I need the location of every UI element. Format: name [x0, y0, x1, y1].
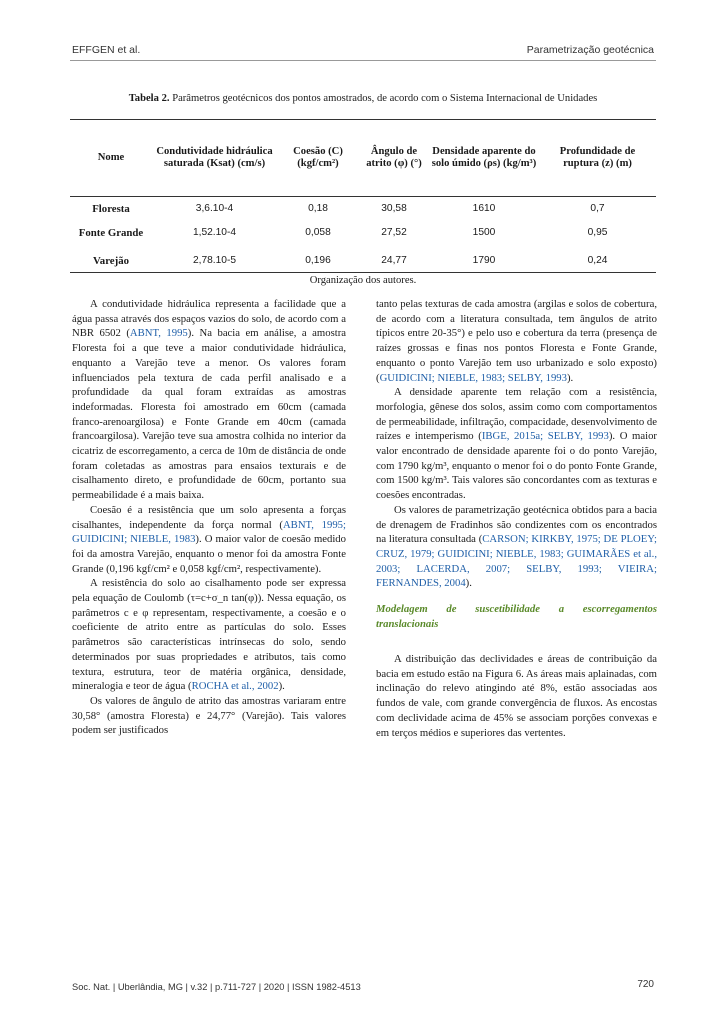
column-header: Profundidade de ruptura (z) (m) — [559, 145, 636, 169]
paragraph: A resistência do solo ao cisalhamento pode ser expressa pela equação de Coulomb (τ=c+σ_n tan(φ)). Nessa equação, os parâmetros c e φ representam, respectivamente, a coesão e o coeficiente de atrito entre as partículas do solo. Esses parâmetros são características intrínsecas do solo, sendo determinados por suas propriedades e atributos, tais como textura, estrutura, teor de matéria orgânica, densidade, mineralogia e teor de água (ROCHA et al., 2002). — [72, 577, 346, 693]
table-label: Tabela 2. — [128, 93, 170, 104]
table-cell: 24,77 — [381, 255, 407, 267]
table-cell: Fonte Grande — [78, 227, 144, 240]
geotechnical-parameters-table — [70, 119, 656, 273]
table-cell: 1,52.10-4 — [192, 227, 237, 239]
table-caption — [70, 93, 656, 106]
column-header: Densidade aparente do solo úmido (ρs) (kg/m³) — [431, 145, 537, 169]
table-cell: 27,52 — [381, 227, 407, 239]
table-cell: 0,95 — [587, 227, 608, 239]
paragraph: A densidade aparente tem relação com a resistência, morfologia, gênese dos solos, assim como com comportamentos de permeabilidade, infiltração, compacidade, desenvolvimento de raízes e intemperismo (IBGE, 2015a; SELBY, 1993). O maior valor encontrado de densidade aparente foi o do ponto Varejão, com 1790 kg/m³, enquanto o menor foi o do ponto Fonte Grande, com 1500 kg/m³. Tais valores são concordantes com as texturas e coesões encontradas. — [376, 386, 657, 502]
column-header: Condutividade hidráulica saturada (Ksat) (cm/s) — [156, 145, 273, 169]
page-number: 720 — [637, 979, 654, 990]
paragraph: Os valores de parametrização geotécnica obtidos para a bacia de drenagem de Fradinhos são condizentes com os encontrados na literatura consultada (CARSON; KIRKBY, 1975; DE PLOEY; CRUZ, 1979; GUIDICINI; NIEBLE, 1983; GUIMARÃES et al., 2003; LACERDA, 2007; SELBY, 1993; VIEIRA; FERNANDES, 2004). — [376, 503, 657, 590]
column-header: Ângulo de atrito (φ) (°) — [366, 145, 422, 169]
table-cell: 0,058 — [305, 227, 331, 239]
section-heading: Modelagem de suscetibilidade a escorregamentos translacionais — [376, 603, 657, 631]
table-row — [70, 197, 656, 217]
table-cell: 0,7 — [590, 203, 605, 215]
table-caption-text: Parâmetros geotécnicos dos pontos amostrados, de acordo com o Sistema Internacional de Unidades — [172, 93, 598, 104]
journal-footer: Soc. Nat. | Uberlândia, MG | v.32 | p.711-727 | 2020 | ISSN 1982-4513 — [72, 982, 361, 992]
table-cell: 0,24 — [587, 255, 608, 267]
table-cell: 1500 — [472, 227, 496, 239]
column-header: Coesão (C) (kgf/cm²) — [293, 145, 343, 169]
table-header-row — [70, 120, 656, 197]
table-cell: 30,58 — [381, 203, 407, 215]
table-row — [70, 217, 656, 251]
paragraph: A distribuição das declividades e áreas de contribuição da bacia em estudo estão na Figura 6. As áreas mais aplainadas, com inclinação do relevo atingindo até 8%, estão associadas aos fundos de vale, com grande convergência de fluxos. As encostas com declividade acima de 45% se associam porções convexas e em terços médios e superiores das vertentes. — [376, 653, 657, 739]
running-header-authors: EFFGEN et al. — [72, 44, 141, 56]
table-cell: 0,18 — [308, 203, 328, 215]
table-cell: Floresta — [92, 203, 130, 216]
table-source-note: Organização dos autores. — [309, 275, 417, 286]
header-divider — [70, 60, 656, 61]
table-cell: 2,78.10-5 — [192, 255, 237, 267]
paragraph: A condutividade hidráulica representa a facilidade que a água passa através dos espaços vazios do solo, de acordo com a NBR 6502 (ABNT, 1995). Na bacia em análise, a amostra Floresta foi a que teve a maior condutividade hidráulica, enquanto a Varejão teve a menor. Os valores foram influenciados pela textura de cada perfil analisado e a profundidade da qual foram extraídas as amostras indeformadas. Floresta foi amostrado em 60cm (camada franco-arenoargilosa) e Fonte Grande em 40cm (camada francoargilosa). Varejão teve sua amostra colhida no interior da cicatriz de escorregamento, a cerca de 10m de distância de onde foram coletadas as amostras para ensaios texturais e de cisalhamento direto, e profundidade de 60cm, portanto sua permeabilidade é a mais baixa. — [72, 298, 346, 502]
table-cell: 0,196 — [305, 255, 331, 267]
citation-link[interactable]: ABNT, 1995 — [129, 327, 188, 340]
table-cell: 3,6.10-4 — [195, 203, 234, 215]
column-header: Nome — [97, 151, 125, 163]
table-cell: Varejão — [93, 255, 129, 268]
paragraph: Os valores de ângulo de atrito das amostras variaram entre 30,58° (amostra Floresta) e 24,77° (Varejão). Tais valores podem ser justificados — [72, 694, 346, 737]
right-text-column — [376, 297, 657, 740]
running-header-title: Parametrização geotécnica — [526, 44, 654, 56]
citation-link[interactable]: GUIDICINI; NIEBLE, 1983; SELBY, 1993 — [379, 371, 567, 384]
paragraph: tanto pelas texturas de cada amostra (argilas e solos de cobertura, de acordo com a literatura consultada, tem ângulos de atrito típicos entre 20-35°) e pelo uso e cobertura da terra (presença de raízes grossas e finas nos pontos Floresta e Fonte Grande, enquanto o ponto Varejão tem uso urbanizado e solo exposto) (GUIDICINI; NIEBLE, 1983; SELBY, 1993). — [376, 298, 657, 384]
citation-link[interactable]: ABNT, 1995; GUIDICINI; NIEBLE, 1983 — [72, 518, 346, 546]
citation-link[interactable]: CARSON; KIRKBY, 1975; DE PLOEY; CRUZ, 1979; GUIDICINI; NIEBLE, 1983; GUIMARÃES et al., 2003; LACERDA, 2007; SELBY, 1993; VIEIRA; FERNANDES, 2004 — [376, 533, 657, 590]
paragraph: Coesão é a resistência que um solo apresenta a forças cisalhantes, independente da força normal (ABNT, 1995; GUIDICINI; NIEBLE, 1983). O maior valor de coesão medido foi da amostra Varejão, enquanto o menor foi da amostra Fonte Grande (0,196 kgf/cm² e 0,058 kgf/cm², respectivamente). — [72, 503, 346, 575]
left-text-column — [72, 297, 346, 738]
table-cell: 1610 — [472, 203, 496, 215]
table-cell: 1790 — [472, 255, 496, 267]
citation-link[interactable]: ROCHA et al., 2002 — [191, 680, 279, 693]
citation-link[interactable]: IBGE, 2015a; SELBY, 1993 — [481, 430, 609, 443]
table-row — [70, 251, 656, 273]
